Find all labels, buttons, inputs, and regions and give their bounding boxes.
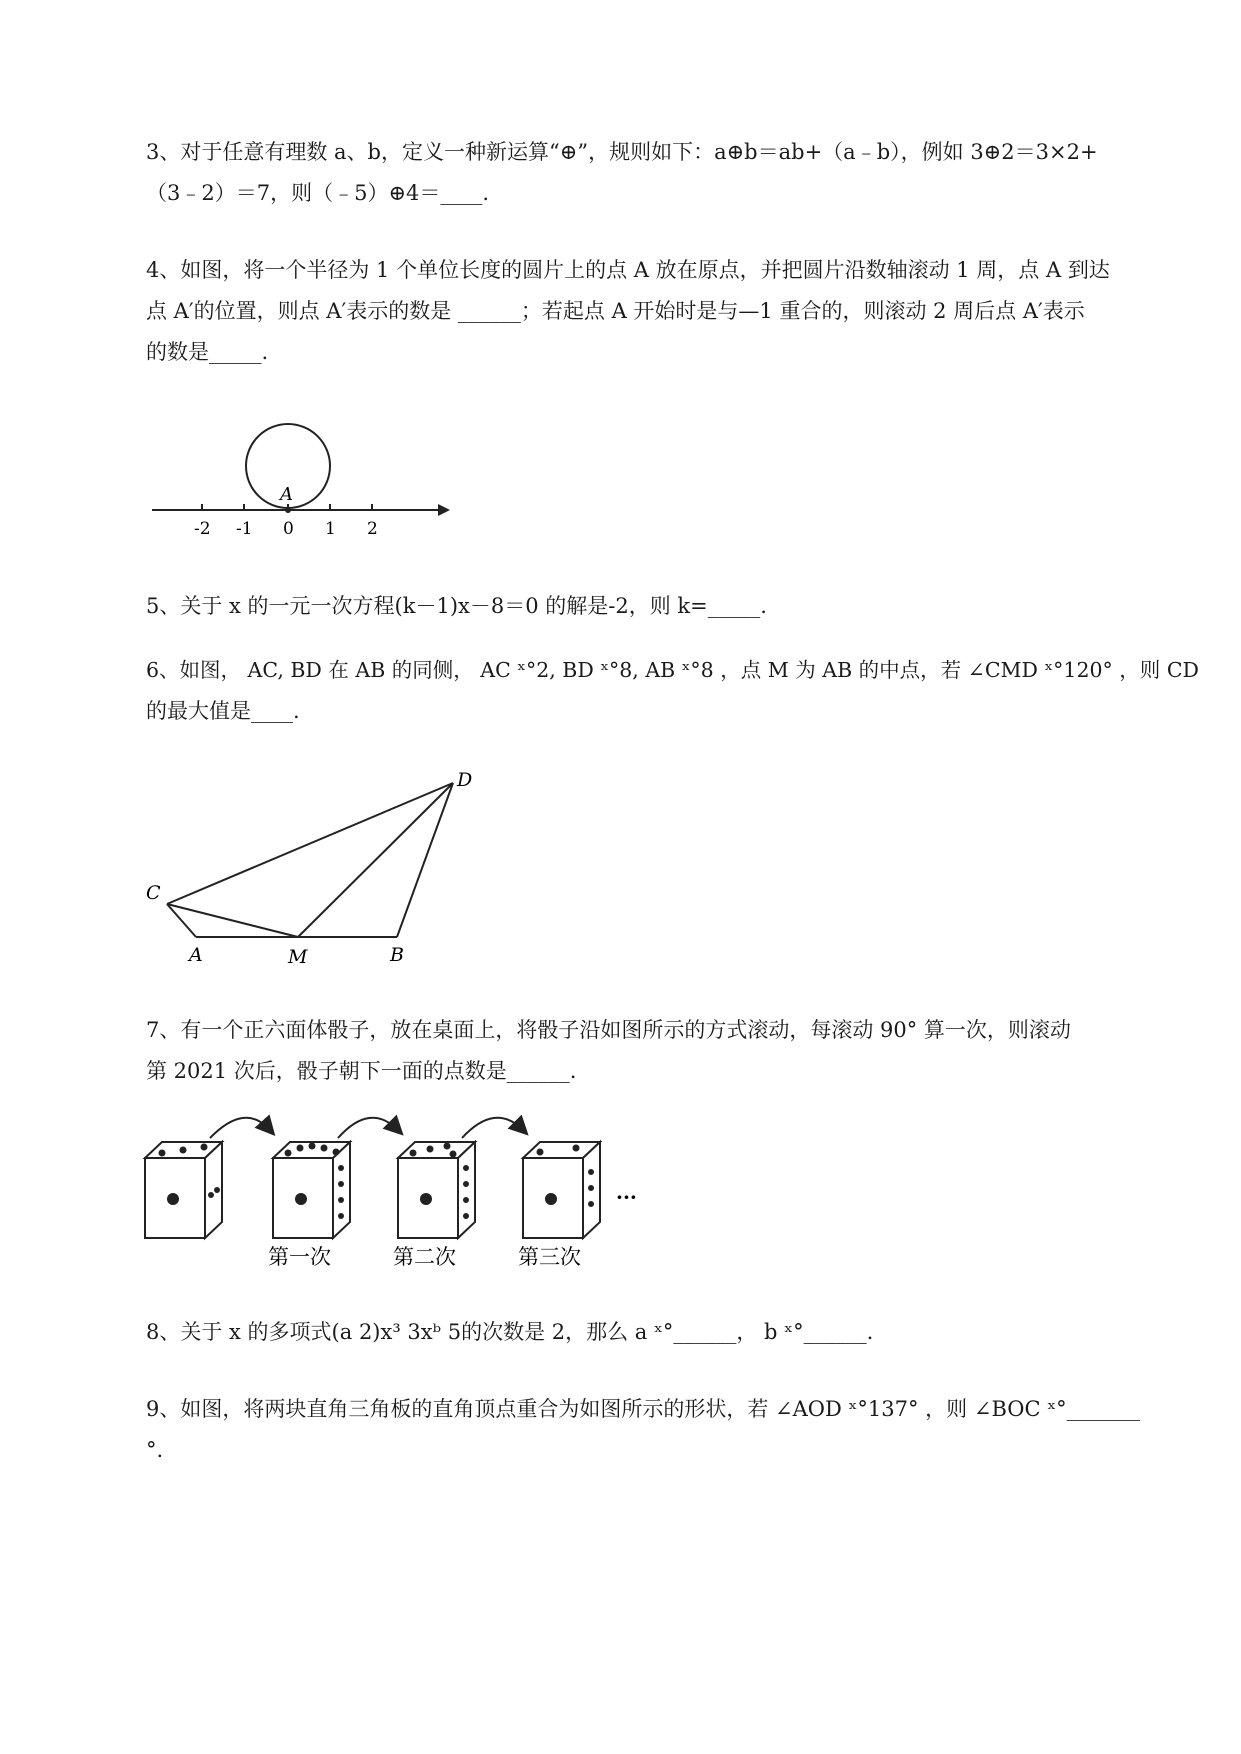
q8-line-1: 8、关于 x 的多项式(a 2)x³ 3xᵇ 5的次数是 2，那么 a ˣ°______， b ˣ°______.: [146, 1320, 874, 1344]
caption-third-roll: 第三次: [518, 1245, 581, 1269]
segment-ca: [167, 904, 196, 937]
dice-figure: [140, 1110, 660, 1270]
q3-line-1: 3、对于任意有理数 a、b，定义一种新运算“⊕”，规则如下：a⊕b＝ab+（a﹣b），例如 3⊕2＝3×2+: [146, 140, 1098, 164]
roll-arrow-2: [338, 1118, 398, 1138]
axis-arrow: [438, 504, 450, 516]
q4-line-2: 点 A′的位置，则点 A′表示的数是 ______；若起点 A 开始时是与—1 重合的，则滚动 2 周后点 A′表示: [146, 299, 1085, 323]
segment-cm: [167, 904, 298, 937]
dice-ellipsis: ···: [616, 1185, 637, 1209]
tick-label-1: 1: [325, 519, 336, 539]
triangle-svg: [140, 760, 480, 975]
q6-line-2: 的最大值是____.: [146, 699, 300, 723]
label-m: M: [288, 946, 308, 968]
label-a: A: [189, 944, 203, 966]
q7-line-1: 7、有一个正六面体骰子，放在桌面上，将骰子沿如图所示的方式滚动，每滚动 90° 算一次，则滚动: [146, 1018, 1071, 1042]
tick-label-neg1: -1: [236, 519, 253, 539]
die-roll-2: [398, 1142, 475, 1238]
caption-second-roll: 第二次: [393, 1245, 456, 1269]
die-roll-3: [523, 1142, 600, 1238]
q6-line-1: 6、如图， AC, BD 在 AB 的同侧， AC ˣ°2, BD ˣ°8, AB ˣ°8 ，点 M 为 AB 的中点，若 ∠CMD ˣ°120° ，则 CD: [146, 658, 1199, 682]
q7-line-2: 第 2021 次后，骰子朝下一面的点数是______.: [146, 1059, 577, 1083]
roll-arrow-3: [462, 1118, 523, 1138]
segment-cd: [167, 783, 453, 904]
label-d: D: [457, 769, 473, 791]
label-b: B: [390, 944, 404, 966]
point-a-label: A: [280, 484, 293, 505]
q4-line-1: 4、如图，将一个半径为 1 个单位长度的圆片上的点 A 放在原点，并把圆片沿数轴滚动 1 周，点 A 到达: [146, 258, 1110, 282]
q4-line-3: 的数是_____.: [146, 340, 269, 364]
q5-line-1: 5、关于 x 的一元一次方程(k－1)x－8＝0 的解是-2，则 k=_____.: [146, 594, 767, 618]
q9-line-1: 9、如图，将两块直角三角板的直角顶点重合为如图所示的形状，若 ∠AOD ˣ°137° ，则 ∠BOC ˣ°_______: [146, 1397, 1141, 1421]
tick-label-0: 0: [283, 519, 294, 539]
die-start: [145, 1142, 222, 1238]
number-line-svg: [150, 420, 450, 540]
dice-svg: [140, 1110, 660, 1270]
roll-arrow-1: [210, 1118, 270, 1138]
q3-line-2: （3﹣2）＝7，则（﹣5）⊕4＝____.: [146, 181, 490, 205]
caption-first-roll: 第一次: [268, 1245, 331, 1269]
tick-label-neg2: -2: [194, 519, 211, 539]
segment-md: [298, 783, 453, 937]
tick-label-2: 2: [367, 519, 378, 539]
q9-line-2: °.: [146, 1438, 164, 1462]
number-line-figure: [150, 420, 450, 540]
label-c: C: [146, 882, 161, 904]
triangle-figure: [140, 760, 480, 975]
point-a-dot: [285, 507, 291, 513]
die-roll-1: [273, 1142, 350, 1238]
segment-bd: [397, 783, 453, 937]
